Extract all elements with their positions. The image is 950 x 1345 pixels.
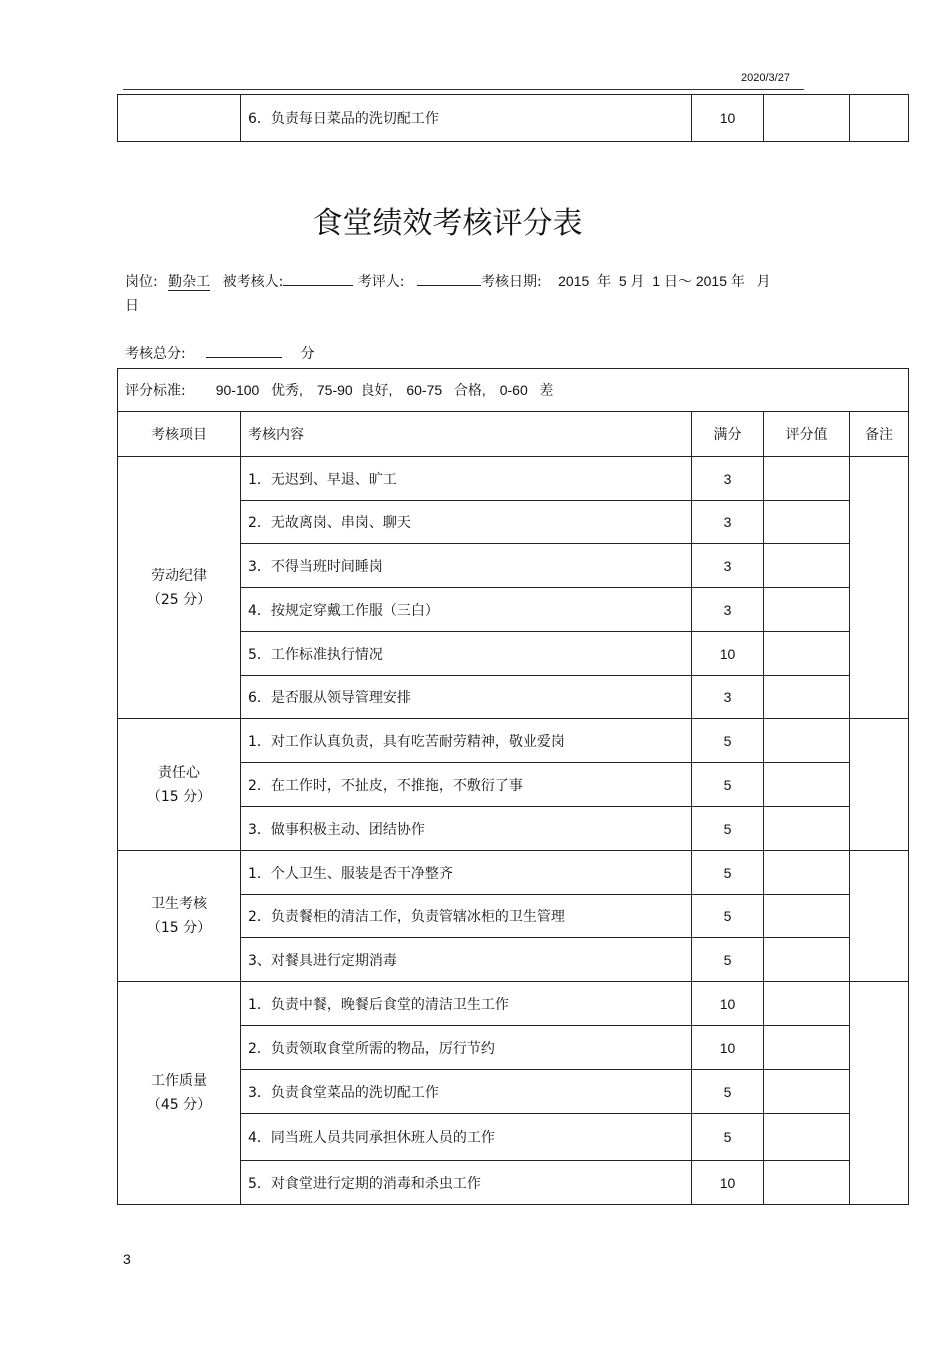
total-score-line bbox=[125, 343, 315, 363]
row-content: 1．个人卫生、服装是否干净整齐 bbox=[241, 851, 692, 895]
row-content: 3．不得当班时间睡岗 bbox=[241, 544, 692, 588]
total-field[interactable] bbox=[206, 343, 282, 358]
group-item-cell bbox=[118, 457, 241, 719]
row-score-cell[interactable] bbox=[764, 632, 850, 676]
row-score-cell[interactable] bbox=[764, 1070, 850, 1114]
row-content: 5．工作标准执行情况 bbox=[241, 632, 692, 676]
row-full-score: 5 bbox=[692, 807, 764, 851]
table-header-row bbox=[118, 412, 909, 457]
total-label: 考核总分: bbox=[125, 346, 186, 362]
row-score-cell[interactable] bbox=[764, 938, 850, 982]
row-content: 3．做事积极主动、团结协作 bbox=[241, 807, 692, 851]
group-points: （25 分） bbox=[146, 591, 212, 608]
group-note-cell[interactable] bbox=[850, 457, 909, 719]
row-full-score: 3 bbox=[692, 457, 764, 501]
group-name: 卫生考核 bbox=[151, 896, 207, 912]
row-content: 2．在工作时，不扯皮，不推拖，不敷衍了事 bbox=[241, 763, 692, 807]
row-content: 3、对餐具进行定期消毒 bbox=[241, 938, 692, 982]
standard-text bbox=[125, 383, 567, 399]
total-unit: 分 bbox=[300, 346, 315, 362]
standard-label: 评分标准: bbox=[125, 383, 186, 399]
examinee-label: 被考核人: bbox=[222, 274, 284, 290]
row-content: 4．按规定穿戴工作服（三白） bbox=[241, 588, 692, 632]
standard-cell bbox=[118, 369, 909, 412]
row-score-cell[interactable] bbox=[764, 457, 850, 501]
table-row bbox=[118, 457, 909, 501]
standard-item: 60-75 合格, bbox=[406, 382, 486, 398]
row-score-cell[interactable] bbox=[764, 982, 850, 1026]
row-score-cell[interactable] bbox=[764, 676, 850, 719]
row-score-cell[interactable] bbox=[764, 763, 850, 807]
row-content: 4．同当班人员共同承担休班人员的工作 bbox=[241, 1114, 692, 1161]
assessor-label: 考评人: bbox=[357, 274, 405, 290]
row-full-score: 5 bbox=[692, 719, 764, 763]
info-block bbox=[125, 269, 815, 318]
carryover-table bbox=[117, 94, 909, 142]
row-full-score: 5 bbox=[692, 1070, 764, 1114]
row-content: 1．负责中餐，晚餐后食堂的清洁卫生工作 bbox=[241, 982, 692, 1026]
group-item-cell bbox=[118, 982, 241, 1205]
carryover-note-cell[interactable] bbox=[850, 95, 909, 142]
post-value: 勤杂工 bbox=[168, 274, 211, 290]
row-full-score: 10 bbox=[692, 1161, 764, 1205]
row-score-cell[interactable] bbox=[764, 501, 850, 544]
row-score-cell[interactable] bbox=[764, 895, 850, 938]
row-content: 3．负责食堂菜品的洗切配工作 bbox=[241, 1070, 692, 1114]
assessor-field[interactable] bbox=[417, 271, 481, 286]
row-score-cell[interactable] bbox=[764, 1026, 850, 1070]
row-full-score: 3 bbox=[692, 588, 764, 632]
page-number: 3 bbox=[123, 1251, 131, 1267]
header-item: 考核项目 bbox=[118, 412, 241, 457]
row-full-score: 5 bbox=[692, 1114, 764, 1161]
header-content: 考核内容 bbox=[241, 412, 692, 457]
row-score-cell[interactable] bbox=[764, 719, 850, 763]
row-full-score: 5 bbox=[692, 938, 764, 982]
group-points: （15 分） bbox=[146, 920, 212, 936]
row-score-cell[interactable] bbox=[764, 851, 850, 895]
row-content: 5．对食堂进行定期的消毒和杀虫工作 bbox=[241, 1161, 692, 1205]
table-row bbox=[118, 982, 909, 1026]
row-content: 1．对工作认真负责，具有吃苦耐劳精神，敬业爱岗 bbox=[241, 719, 692, 763]
row-score-cell[interactable] bbox=[764, 1114, 850, 1161]
header-note: 备注 bbox=[850, 412, 909, 457]
group-note-cell[interactable] bbox=[850, 719, 909, 851]
row-content: 2．无故离岗、串岗、聊天 bbox=[241, 501, 692, 544]
row-score-cell[interactable] bbox=[764, 807, 850, 851]
date-label: 考核日期: bbox=[480, 274, 542, 290]
carryover-content: 6．负责每日菜品的洗切配工作 bbox=[241, 95, 692, 142]
group-note-cell[interactable] bbox=[850, 982, 909, 1205]
standard-item: 75-90 良好, bbox=[316, 382, 393, 398]
row-full-score: 10 bbox=[692, 982, 764, 1026]
row-content: 6．是否服从领导管理安排 bbox=[241, 676, 692, 719]
post-label: 岗位: bbox=[125, 274, 158, 290]
examinee-field[interactable] bbox=[283, 271, 353, 286]
table-row bbox=[118, 851, 909, 895]
group-name: 工作质量 bbox=[151, 1073, 207, 1089]
row-full-score: 5 bbox=[692, 895, 764, 938]
groups-body bbox=[118, 457, 909, 1205]
table-row bbox=[118, 719, 909, 763]
row-full-score: 10 bbox=[692, 632, 764, 676]
group-name: 劳动纪律 bbox=[151, 567, 207, 584]
row-full-score: 3 bbox=[692, 501, 764, 544]
header-date: 2020/3/27 bbox=[741, 72, 790, 84]
standard-item: 0-60 差 bbox=[499, 382, 554, 398]
row-full-score: 3 bbox=[692, 544, 764, 588]
header-score: 评分值 bbox=[764, 412, 850, 457]
header-full: 满分 bbox=[692, 412, 764, 457]
row-full-score: 5 bbox=[692, 763, 764, 807]
row-full-score: 10 bbox=[692, 1026, 764, 1070]
carryover-score-cell[interactable] bbox=[764, 95, 850, 142]
group-points: （45 分） bbox=[146, 1097, 212, 1113]
group-item-cell bbox=[118, 719, 241, 851]
row-full-score: 5 bbox=[692, 851, 764, 895]
group-note-cell[interactable] bbox=[850, 851, 909, 982]
row-content: 2．负责领取食堂所需的物品，厉行节约 bbox=[241, 1026, 692, 1070]
date-value: 2015 年 5 月 1 日～ 2015 年 月 bbox=[558, 273, 771, 289]
group-points: （15 分） bbox=[146, 788, 212, 805]
carryover-item-cell bbox=[118, 95, 241, 142]
row-score-cell[interactable] bbox=[764, 588, 850, 632]
date-value-end: 日 bbox=[125, 298, 139, 314]
group-name: 责任心 bbox=[158, 764, 200, 781]
group-item-cell bbox=[118, 851, 241, 982]
score-table bbox=[117, 368, 909, 1205]
row-full-score: 3 bbox=[692, 676, 764, 719]
page-title: 食堂绩效考核评分表 bbox=[312, 206, 583, 241]
row-score-cell[interactable] bbox=[764, 1161, 850, 1205]
header-rule bbox=[123, 89, 804, 90]
row-content: 1．无迟到、早退、旷工 bbox=[241, 457, 692, 501]
row-content: 2．负责餐柜的清洁工作，负责管辖冰柜的卫生管理 bbox=[241, 895, 692, 938]
standard-item: 90-100 优秀, bbox=[215, 382, 303, 398]
carryover-full-score: 10 bbox=[692, 95, 764, 142]
row-score-cell[interactable] bbox=[764, 544, 850, 588]
